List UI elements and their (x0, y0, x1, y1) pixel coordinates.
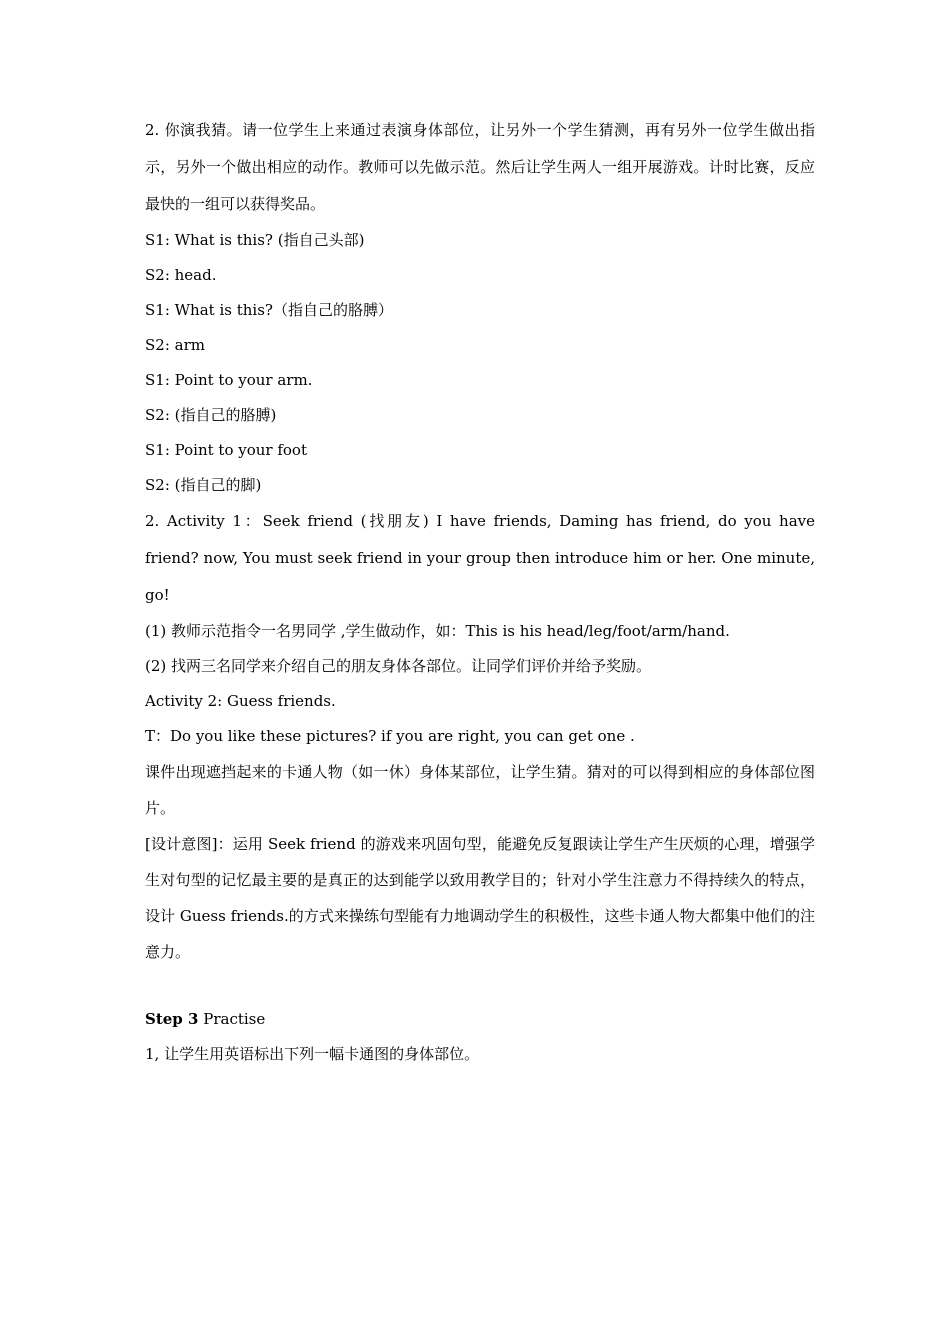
design-intent-paragraph: [设计意图]：运用 Seek friend 的游戏来巩固句型，能避免反复跟读让学生产生厌烦的心理，增强学生对句型的记忆最主要的是真正的达到能学以致用教学目的；针对小学生注意力不得持续久的特点，设计 Guess friends.的方式来操练句型能有力地调动学生的积极性，这些卡通人物大都集中他们的注意力。 (145, 835, 815, 961)
dialogue-line-2: S2: head. (145, 266, 217, 284)
dialogue-line-8: S2: (指自己的脚) (145, 476, 262, 494)
activity2-teacher-line: T：Do you like these pictures? if you are right, you can get one . (145, 727, 635, 745)
document-page (145, 112, 815, 1072)
step3-title: Practise (203, 1010, 266, 1028)
dialogue-line-4: S2: arm (145, 336, 205, 354)
step3-heading (145, 1002, 815, 1037)
dialogue-line-5: S1: Point to your arm. (145, 371, 313, 389)
activity1-paragraph: 2. Activity 1：Seek friend (找朋友) I have friends, Daming has friend, do you have friend? now, You must seek friend in your group then introduce him or her. One minute, go! (145, 512, 815, 604)
activity1-item-2: (2) 找两三名同学来介绍自己的朋友身体各部位。让同学们评价并给予奖励。 (145, 657, 652, 675)
dialogue-line-7: S1: Point to your foot (145, 441, 307, 459)
dialogue-line-3: S1: What is this?（指自己的胳膊） (145, 301, 393, 319)
activity2-title: Activity 2: Guess friends. (145, 692, 336, 710)
step3-label: Step 3 (145, 1010, 199, 1028)
dialogue-line-6: S2: (指自己的胳膊) (145, 406, 277, 424)
activity2-description: 课件出现遮挡起来的卡通人物（如一休）身体某部位，让学生猜。猜对的可以得到相应的身体部位图片。 (145, 763, 815, 817)
spacer (145, 970, 815, 1002)
step3-item-1: 1, 让学生用英语标出下列一幅卡通图的身体部位。 (145, 1045, 480, 1063)
intro-paragraph: 2. 你演我猜。请一位学生上来通过表演身体部位，让另外一个学生猜测，再有另外一位学生做出指示，另外一个做出相应的动作。教师可以先做示范。然后让学生两人一组开展游戏。计时比赛，反应最快的一组可以获得奖品。 (145, 121, 815, 213)
activity1-item-1: (1) 教师示范指令一名男同学 ,学生做动作，如：This is his head/leg/foot/arm/hand. (145, 622, 730, 640)
dialogue-line-1: S1: What is this? (指自己头部) (145, 231, 365, 249)
